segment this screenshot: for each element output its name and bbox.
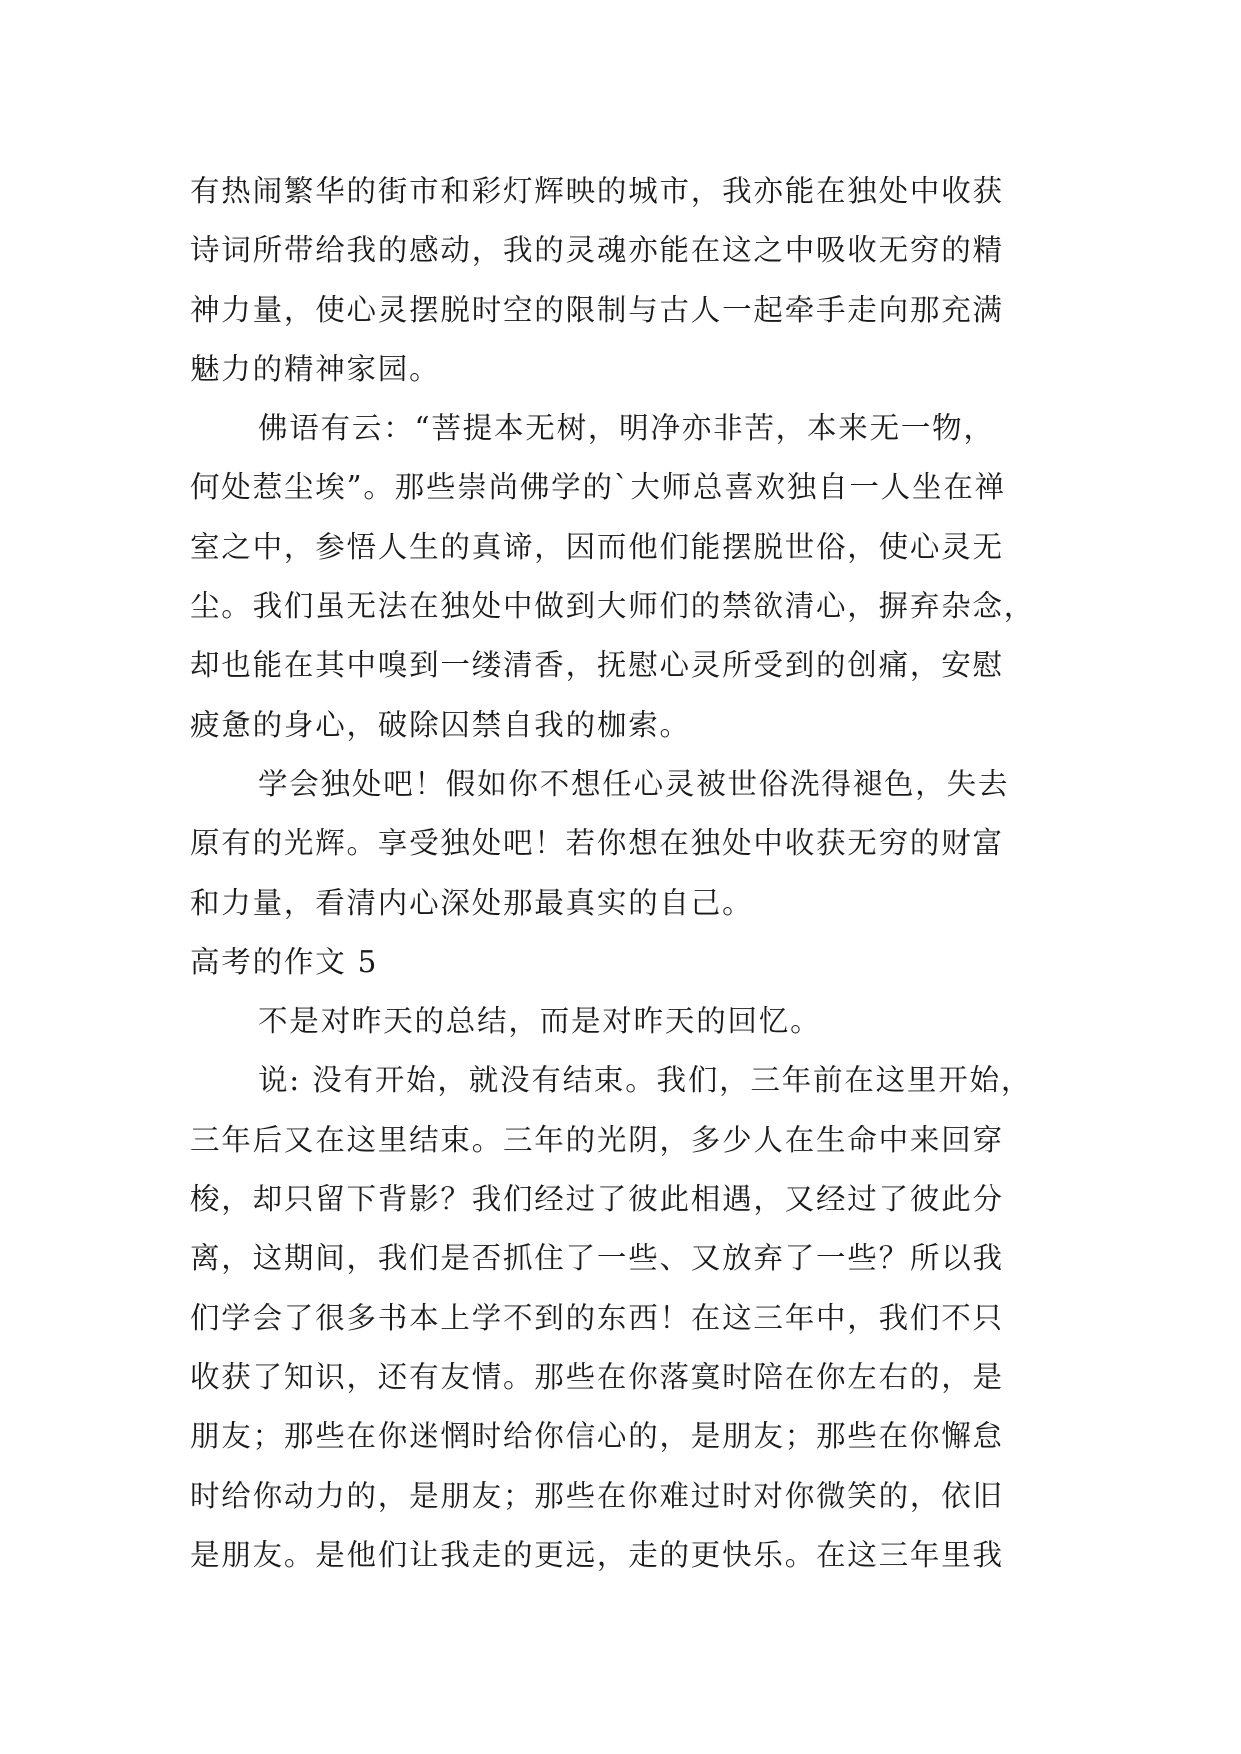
text-line: 室之中，参悟人生的真谛，因而他们能摆脱世俗，使心灵无 (190, 529, 1004, 564)
text-line: 朋友；那些在你迷惘时给你信心的，是朋友；那些在你懈怠 (190, 1419, 1004, 1454)
text-line: 疲惫的身心，破除囚禁自我的枷索。 (190, 707, 691, 742)
text-line: 是朋友。是他们让我走的更远，走的更快乐。在这三年里我 (190, 1537, 1004, 1572)
text-line: 收获了知识，还有友情。那些在你落寞时陪在你左右的，是 (190, 1359, 1004, 1394)
text-line: 学会独处吧！假如你不想任心灵被世俗洗得褪色，失去 (258, 766, 1010, 801)
text-line: 原有的光辉。享受独处吧！若你想在独处中收获无穷的财富 (190, 826, 1004, 861)
text-line: 魅力的精神家园。 (190, 351, 441, 386)
text-line: 何处惹尘埃”。那些崇尚佛学的`大师总喜欢独自一人坐在禅 (190, 470, 1006, 505)
text-line: 却也能在其中嗅到一缕清香，抚慰心灵所受到的创痛，安慰 (190, 648, 1004, 683)
text-line: 梭，却只留下背影？我们经过了彼此相遇，又经过了彼此分 (190, 1182, 1004, 1217)
essay-body (190, 162, 1050, 1585)
text-line: 神力量，使心灵摆脱时空的限制与古人一起牵手走向那充满 (190, 292, 1004, 327)
text-line: 不是对昨天的总结，而是对昨天的回忆。 (258, 1004, 822, 1039)
text-line: 和力量，看清内心深处那最真实的自己。 (190, 885, 754, 920)
text-line: 有热闹繁华的街市和彩灯辉映的城市，我亦能在独处中收获 (190, 174, 1004, 208)
text-line: 诗词所带给我的感动，我的灵魂亦能在这之中吸收无穷的精 (190, 233, 1004, 268)
section-heading: 高考的作文 5 (190, 944, 379, 979)
text-line: 佛语有云：“菩提本无树，明净亦非苦，本来无一物， (258, 411, 995, 446)
text-line: 说: 没有开始，就没有结束。我们，三年前在这里开始， (258, 1063, 1033, 1098)
text-line: 离，这期间，我们是否抓住了一些、又放弃了一些？所以我 (190, 1241, 1004, 1276)
text-line: 们学会了很多书本上学不到的东西！在这三年中，我们不只 (190, 1300, 1004, 1335)
text-line: 时给你动力的，是朋友；那些在你难过时对你微笑的，依旧 (190, 1478, 1004, 1513)
text-line: 三年后又在这里结束。三年的光阴，多少人在生命中来回穿 (190, 1122, 1004, 1157)
text-line: 尘。我们虽无法在独处中做到大师们的禁欲清心，摒弃杂念， (190, 589, 1036, 624)
